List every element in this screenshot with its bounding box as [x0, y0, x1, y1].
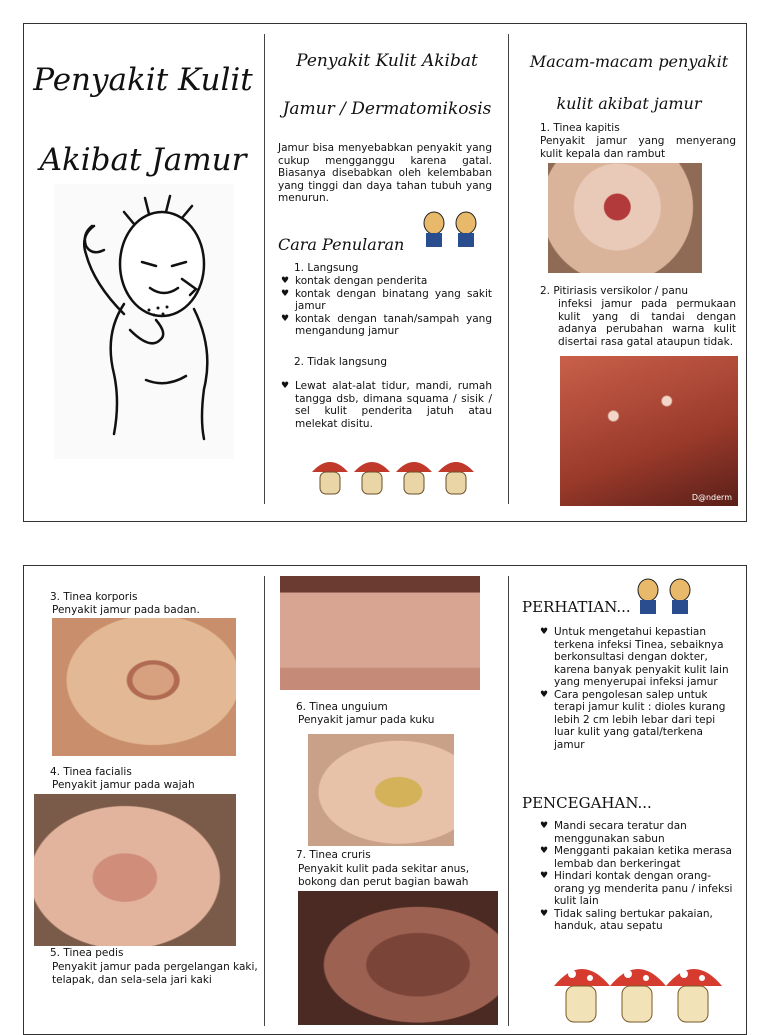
list-item: ♥ Hindari kontak dengan orang-orang yg menderita panu / infeksi kulit lain — [540, 870, 736, 908]
tinea-korporis-photo — [52, 618, 236, 756]
type-2-description: infeksi jamur pada permukaan kulit yang di tandai dengan adanya perubahan warna kulit disertai rasa gatal ataupun tidak. — [558, 298, 736, 348]
indirect-transmission-list — [281, 380, 492, 430]
cartoon-figures-icon — [420, 209, 484, 253]
direct-transmission-list — [281, 275, 492, 338]
intro-paragraph: Jamur bisa menyebabkan penyakit yang cukup mengganggu karena gatal. Biasanya disebabkan oleh kelembaban yang tinggi dan daya tahan tubuh yang menurun. — [278, 142, 492, 204]
column-divider — [264, 34, 265, 504]
type-1-description: Penyakit jamur yang menyerang kulit kepala dan rambut — [540, 135, 736, 160]
type-5-title: 5. Tinea pedis — [50, 947, 124, 959]
intro-title-line2: Jamur / Dermatomikosis — [282, 99, 492, 119]
type-6-title: 6. Tinea unguium — [296, 701, 388, 713]
type-4-title: 4. Tinea facialis — [50, 766, 132, 778]
list-item: ♥ Mengganti pakaian ketika merasa lembab dan berkeringat — [540, 845, 736, 870]
brochure-page-front — [23, 23, 747, 522]
type-7-description: Penyakit kulit pada sekitar anus, bokong dan perut bagian bawah — [298, 863, 470, 888]
type-4-description: Penyakit jamur pada wajah — [52, 779, 195, 791]
list-item: ♥ kontak dengan penderita — [281, 275, 492, 288]
pitiriasis-versikolor-photo — [560, 356, 738, 506]
type-5-description: Penyakit jamur pada pergelangan kaki, telapak, dan sela-sela jari kaki — [52, 961, 258, 986]
type-6-description: Penyakit jamur pada kuku — [298, 714, 435, 726]
type-2-title: 2. Pitiriasis versikolor / panu — [540, 285, 689, 297]
brochure-page-back — [23, 565, 747, 1035]
list-item: ♥ Untuk mengetahui kepastian terkena infeksi Tinea, sebaiknya berkonsultasi dengan dokter, karena banyak penyakit kulit lain yang menyerupai infeksi jamur — [540, 626, 736, 689]
photo-watermark: D@nderm — [691, 493, 732, 502]
types-title-line1: Macam-macam penyakit — [529, 52, 729, 71]
tinea-cruris-photo — [298, 891, 498, 1025]
list-item: ♥ Cara pengolesan salep untuk terapi jamur kulit : dioles kurang lebih 2 cm lebih lebar dari tepi luar kulit yang gatal/terkena jamur — [540, 689, 736, 752]
cartoon-figures-icon — [634, 576, 698, 620]
type-3-title: 3. Tinea korporis — [50, 591, 138, 603]
prevention-heading: PENCEGAHAN... — [522, 794, 652, 812]
column-divider — [264, 576, 265, 1026]
type-7-title: 7. Tinea cruris — [296, 849, 371, 861]
scratching-person-illustration — [54, 184, 234, 459]
tinea-kapitis-photo — [548, 163, 702, 273]
intro-title-line1: Penyakit Kulit Akibat — [296, 51, 478, 71]
type-3-description: Penyakit jamur pada badan. — [52, 604, 200, 616]
types-title-line2: kulit akibat jamur — [556, 94, 702, 113]
tinea-unguium-photo — [308, 734, 454, 846]
direct-transmission-label: 1. Langsung — [294, 262, 359, 274]
tinea-pedis-photo — [280, 576, 480, 690]
transmission-heading: Cara Penularan — [278, 235, 405, 254]
tinea-facialis-photo — [34, 794, 236, 946]
list-item: ♥ Mandi secara teratur dan menggunakan sabun — [540, 820, 736, 845]
mushroom-house-illustration — [552, 956, 722, 1026]
attention-list — [540, 626, 736, 751]
column-divider — [508, 34, 509, 504]
list-item: ♥ kontak dengan tanah/sampah yang mengandung jamur — [281, 313, 492, 338]
type-1-title: 1. Tinea kapitis — [540, 122, 620, 134]
list-item: ♥ Tidak saling bertukar pakaian, handuk, atau sepatu — [540, 908, 736, 933]
attention-heading: PERHATIAN... — [522, 598, 631, 616]
prevention-list — [540, 820, 736, 933]
indirect-transmission-label: 2. Tidak langsung — [294, 356, 387, 368]
list-item: ♥ kontak dengan binatang yang sakit jamur — [281, 288, 492, 313]
cover-title-line2: Akibat Jamur — [39, 142, 247, 178]
list-item: ♥ Lewat alat-alat tidur, mandi, rumah tangga dsb, dimana squama / sisik / sel kulit penderita jatuh atau melekat disitu. — [281, 380, 492, 430]
column-divider — [508, 576, 509, 1026]
cover-title-line1: Penyakit Kulit — [33, 62, 253, 98]
mushroom-characters-illustration — [310, 454, 480, 498]
